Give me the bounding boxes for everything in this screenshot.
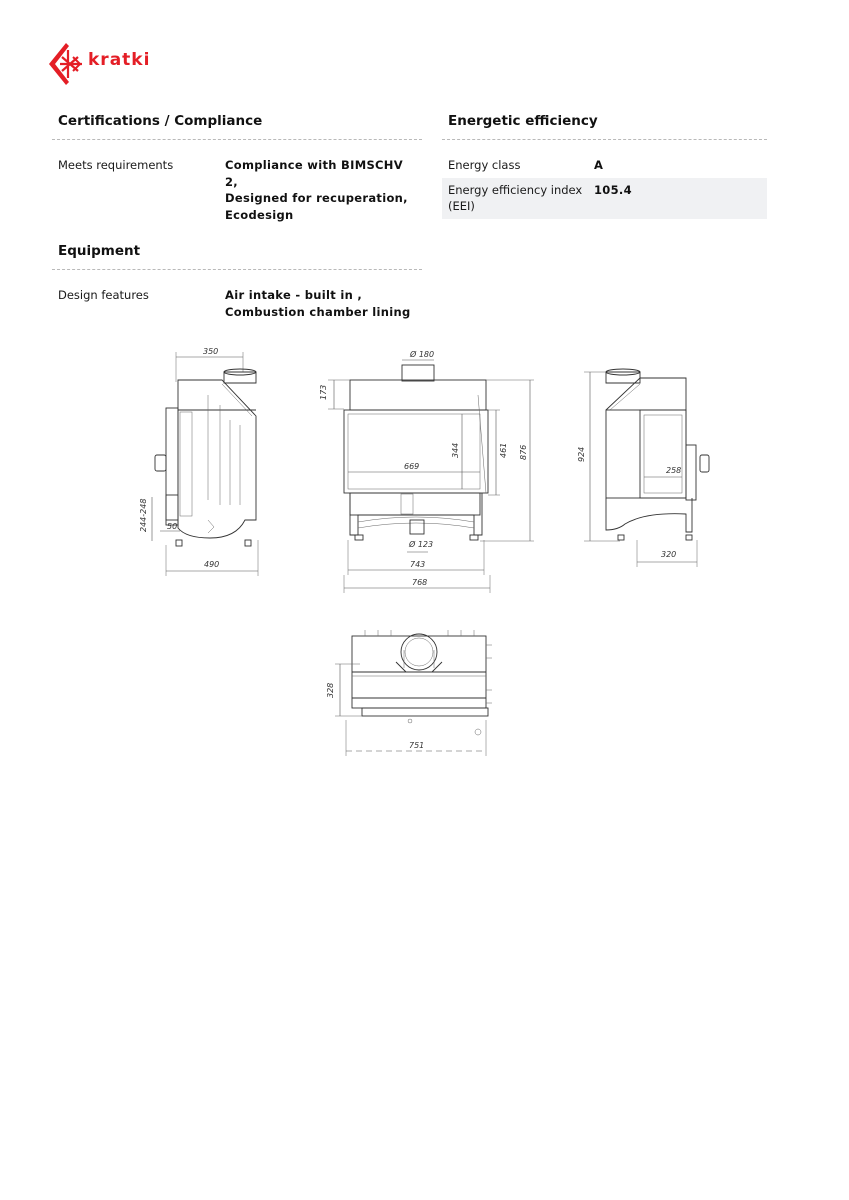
dim-flue-diameter: Ø 180 [410, 350, 435, 359]
value-line: Designed for recuperation, [225, 191, 408, 205]
dim-glass-width: 669 [404, 462, 420, 471]
dim-offset: 50 [167, 522, 178, 531]
value-line: Combustion chamber lining [225, 304, 411, 319]
side-view-right [577, 369, 709, 567]
equipment-title: Equipment [52, 243, 422, 270]
value-line: Compliance with BIMSCHV 2, [225, 158, 403, 189]
dim-side-glass-width: 258 [666, 466, 682, 475]
value-line: Ecodesign [225, 207, 294, 222]
row-label: Energy class [448, 158, 521, 172]
dim-total-width: 768 [412, 578, 428, 587]
label-line: (EEI) [448, 199, 475, 213]
front-view [319, 349, 534, 593]
dim-door-height: 461 [499, 442, 508, 458]
dim-top-height: 173 [319, 384, 328, 400]
row-value: 105.4 [594, 182, 632, 197]
dim-air-diameter: Ø 123 [409, 540, 434, 549]
dim-side-depth-right: 320 [661, 550, 677, 559]
dim-side-depth: 350 [203, 347, 219, 356]
value-line: Air intake - built in , [225, 288, 363, 302]
label-line: Energy efficiency index [448, 182, 583, 197]
efficiency-title: Energetic efficiency [442, 113, 767, 140]
dim-glass-height: 344 [451, 442, 460, 458]
dim-total-depth: 490 [204, 560, 220, 569]
certifications-title: Certifications / Compliance [52, 113, 422, 140]
dim-inner-width: 743 [410, 560, 426, 569]
dim-top-width: 751 [409, 741, 425, 750]
dim-side-total-height: 924 [577, 446, 586, 462]
dim-top-depth: 328 [326, 682, 335, 698]
row-label: Design features [58, 288, 149, 302]
row-label: Meets requirements [58, 158, 174, 172]
dim-leg-height: 244-248 [139, 498, 148, 532]
dim-total-height: 876 [519, 444, 528, 460]
brand-name: kratki [88, 50, 151, 70]
row-value: A [594, 158, 604, 172]
side-view-left [139, 347, 258, 576]
top-view [326, 630, 492, 756]
